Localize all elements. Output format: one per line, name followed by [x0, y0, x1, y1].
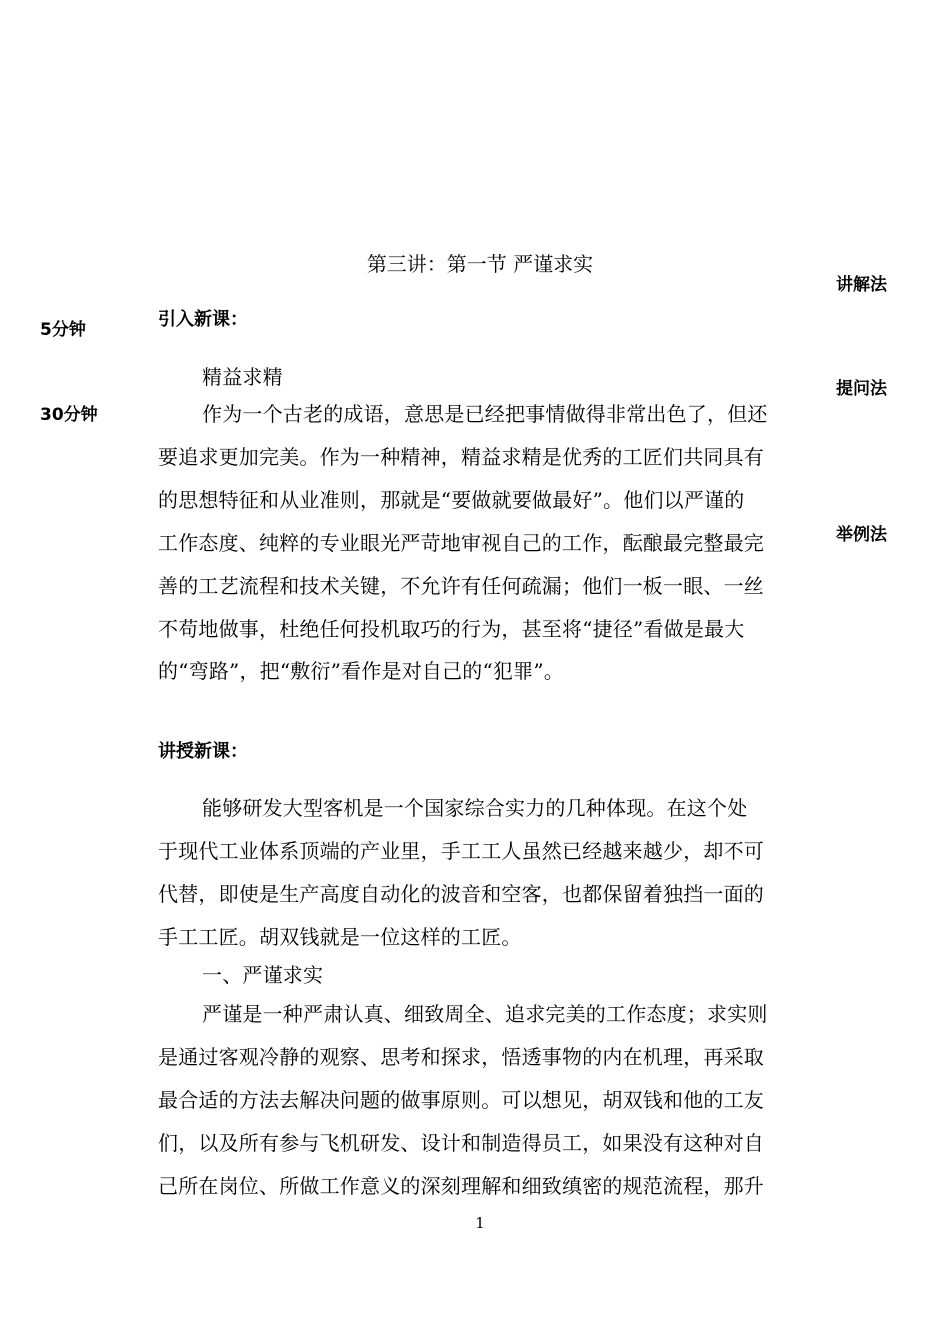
paragraph-line: 是通过客观冷静的观察、思考和探求，悟透事物的内在机理，再采取	[158, 1045, 764, 1069]
paragraph-line: 严谨是一种严肃认真、细致周全、追求完美的工作态度；求实则	[202, 1002, 768, 1026]
paragraph-line: 要追求更加完美。作为一种精神，精益求精是优秀的工匠们共同具有	[158, 445, 764, 469]
paragraph-line: 不苟地做事，杜绝任何投机取巧的行为，甚至将“捷径”看做是最大	[158, 617, 745, 641]
paragraph-line: 的“弯路”，把“敷衍”看作是对自己的“犯罪”。	[158, 659, 564, 683]
margin-method-example: 举例法	[836, 525, 887, 545]
margin-method-question: 提问法	[836, 379, 887, 399]
paragraph-line: 工作态度、纯粹的专业眼光严苛地审视自己的工作，酝酿最完整最完	[158, 531, 764, 555]
paragraph-line: 手工工匠。胡双钱就是一位这样的工匠。	[158, 925, 522, 949]
page-title: 第三讲：第一节 严谨求实	[366, 252, 594, 276]
paragraph-line: 作为一个古老的成语，意思是已经把事情做得非常出色了，但还	[202, 402, 768, 426]
paragraph-line: 们，以及所有参与飞机研发、设计和制造得员工，如果没有这种对自	[158, 1131, 764, 1155]
section-heading-intro: 引入新课：	[158, 309, 248, 330]
margin-method-lecture: 讲解法	[836, 275, 887, 295]
paragraph-line: 于现代工业体系顶端的产业里，手工工人虽然已经越来越少，却不可	[158, 839, 764, 863]
paragraph-line: 善的工艺流程和技术关键，不允许有任何疏漏；他们一板一眼、一丝	[158, 574, 764, 598]
margin-time-main: 30分钟	[40, 405, 98, 425]
margin-time-intro: 5分钟	[40, 320, 86, 340]
paragraph-line: 代替，即使是生产高度自动化的波音和空客，也都保留着独挡一面的	[158, 882, 764, 906]
page-number: 1	[475, 1214, 485, 1232]
section-heading-main: 讲授新课：	[158, 741, 248, 762]
section-subtitle: 精益求精	[202, 365, 283, 389]
paragraph-line: 最合适的方法去解决问题的做事原则。可以想见，胡双钱和他的工友	[158, 1088, 764, 1112]
subsection-heading: 一、严谨求实	[202, 963, 324, 987]
paragraph-line: 的思想特征和从业准则，那就是“要做就要做最好”。他们以严谨的	[158, 488, 745, 512]
paragraph-line: 己所在岗位、所做工作意义的深刻理解和细致缜密的规范流程，那升	[158, 1174, 764, 1198]
paragraph-line: 能够研发大型客机是一个国家综合实力的几种体现。在这个处	[202, 796, 748, 820]
